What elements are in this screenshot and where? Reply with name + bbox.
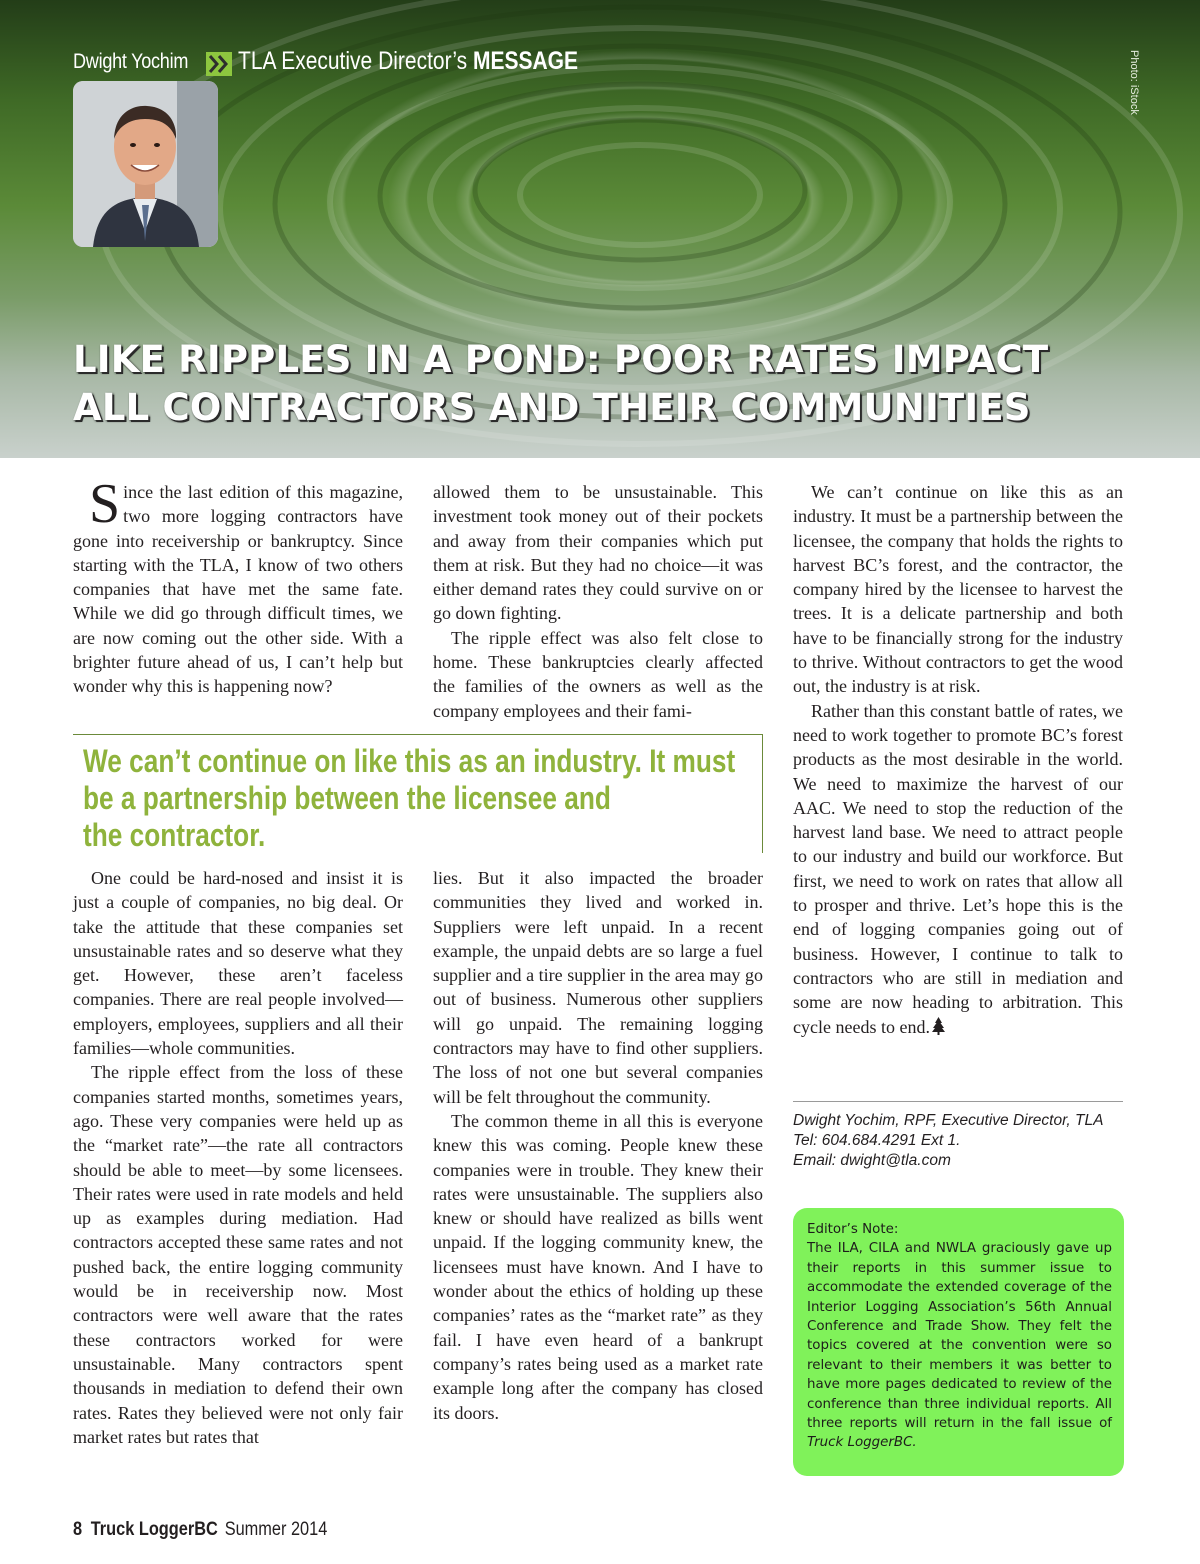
author-signature (793, 1111, 1123, 1171)
headline-line-1: LIKE RIPPLES IN A POND: POOR RATES IMPACT (73, 338, 1049, 381)
signature-divider (793, 1101, 1123, 1102)
paragraph-text: Rather than this constant battle of rates, we need to work together to promote BC’s forest products as the most desirable in the world. We need to maximize the harvest of our AAC. We need to stop the reduction of the harvest land base. We need to attract people to our industry and build our workforce. But first, we need to work on rates that allow all to prosper and thrive. Let’s hope this is the end of logging companies going out of business. However, I continue to talk to contractors who are still in mediation and some are now heading to arbitration. This cycle needs to end. (793, 700, 1123, 1037)
section-title-emphasis: MESSAGE (472, 47, 579, 75)
paragraph: One could be hard-nosed and insist it is just a couple of companies, no big deal. Or take the attitude that these companies set unsustainable rates and so deserve what they get. However, these aren’t faceless companies. There are real people involved—employers, employees, suppliers and all their families—whole communities. (73, 868, 403, 1059)
hero-banner (0, 0, 1200, 458)
paragraph: We can’t continue on like this as an industry. It must be a partnership between the licensee, the company that holds the rights to harvest BC’s forest, and the contractor, the company hired by the licensee to harvest the trees. It is a delicate partnership and both have to be financially strong for the industry to thrive. Without contractors to get the wood out, the industry is at risk. (793, 482, 1123, 697)
magazine-name: Truck LoggerBC (90, 1519, 218, 1540)
pull-quote-line-1: We can’t continue on like this as an industry. It must (83, 743, 736, 779)
pull-quote-text (83, 743, 736, 854)
paragraph: The ripple effect was also felt close to home. These bankruptcies clearly affected the families of the owners as well as the company employees and their fami- (433, 627, 763, 721)
page-number: 8 (73, 1519, 83, 1540)
column-3 (793, 480, 1123, 1039)
signature-email: Email: dwight@tla.com (793, 1152, 951, 1169)
section-title (238, 47, 578, 76)
editor-note-title: Editor’s Note: (807, 1222, 899, 1237)
signature-name: Dwight Yochim, RPF, Executive Director, TLA (793, 1112, 1104, 1129)
section-title-prefix: TLA Executive Director’s (238, 47, 473, 75)
paragraph: The common theme in all this is everyone knew this was coming. People knew these companies were in trouble. They knew their rates were unsustainable. The suppliers also knew or should have realized as bills went unpaid. If the logging community knew, the licensees must have known. And I have to wonder about the ethics of holding up these companies’ rates as the “market rate” as they fail. I have even heard of a bankrupt company’s rates being used as a market rate example long after the company has closed its doors. (433, 1110, 763, 1423)
pull-quote-line-3: the contractor. (83, 817, 266, 853)
column-1-bottom (73, 866, 403, 1449)
issue-name: Summer 2014 (224, 1519, 328, 1540)
paragraph: lies. But it also impacted the broader communities they lived and worked in. Suppliers were left unpaid. In a recent example, the unpaid debts are so large a fuel supplier and a tire supplier in the area may go out of business. Numerous other suppliers will go unpaid. The remaining logging contractors may have to find other suppliers. The loss of not one but several companies will be felt throughout the community. (433, 868, 763, 1107)
article-headline (73, 336, 1153, 432)
column-2-top (433, 480, 763, 723)
editor-note-body (807, 1239, 1112, 1452)
pull-quote (73, 734, 763, 853)
paragraph: The ripple effect from the loss of these companies started months, sometimes years, ago. These very companies were held up as the “market rate”—the rate all contractors should be able to meet—by some licensees. Their rates were used in rate models and held up as examples during mediation. Had contractors accepted these same rates and not pushed back, the entire logging community would be in receivership now. Most contractors were well aware that the rates these contractors worked for were unsustainable. Many contractors spent thousands in mediation to defend their own rates. Rates they believed were not only fair market rates but rates that (73, 1062, 403, 1447)
paragraph (73, 473, 403, 699)
pull-quote-line-2: be a partnership between the licensee and (83, 780, 611, 816)
column-1-top (73, 473, 403, 699)
double-chevron-icon (206, 52, 232, 76)
drop-cap: S (89, 473, 121, 535)
column-2-bottom (433, 866, 763, 1425)
photo-credit: Photo: iStock (1128, 50, 1140, 115)
author-headshot (73, 81, 218, 247)
signature-phone: Tel: 604.684.4291 Ext 1. (793, 1132, 961, 1149)
page-footer (73, 1519, 327, 1541)
paragraph: allowed them to be unsustainable. This investment took money out of their pockets and away from their companies which put them at risk. But they had no choice—it was either demand rates they could survive on or go down fighting. (433, 482, 763, 624)
tree-icon (932, 1017, 945, 1035)
editor-note-box (793, 1208, 1124, 1476)
editor-note-magazine: Truck LoggerBC. (807, 1435, 917, 1451)
paragraph (793, 699, 1123, 1039)
editor-note-text: The ILA, CILA and NWLA graciously gave up their reports in this summer issue to accommodate the extended coverage of the Interior Logging Association’s 56th Annual Conference and Trade Show. They felt the topics covered at the convention were so relevant to their members it was better to have more pages dedicated to review of the conference than three individual reports. All three reports will return in the fall issue of (807, 1241, 1112, 1432)
paragraph-text: ince the last edition of this magazine, two more logging contractors have gone into receivership or bankruptcy. Since starting with the TLA, I know of two others companies that have met the same fate. While we did go through difficult times, we are now coming out the other side. With a brighter future ahead of us, I can’t help but wonder why this is happening now? (73, 482, 403, 697)
headline-line-2: ALL CONTRACTORS AND THEIR COMMUNITIES (73, 386, 1031, 429)
author-name: Dwight Yochim (73, 50, 189, 73)
